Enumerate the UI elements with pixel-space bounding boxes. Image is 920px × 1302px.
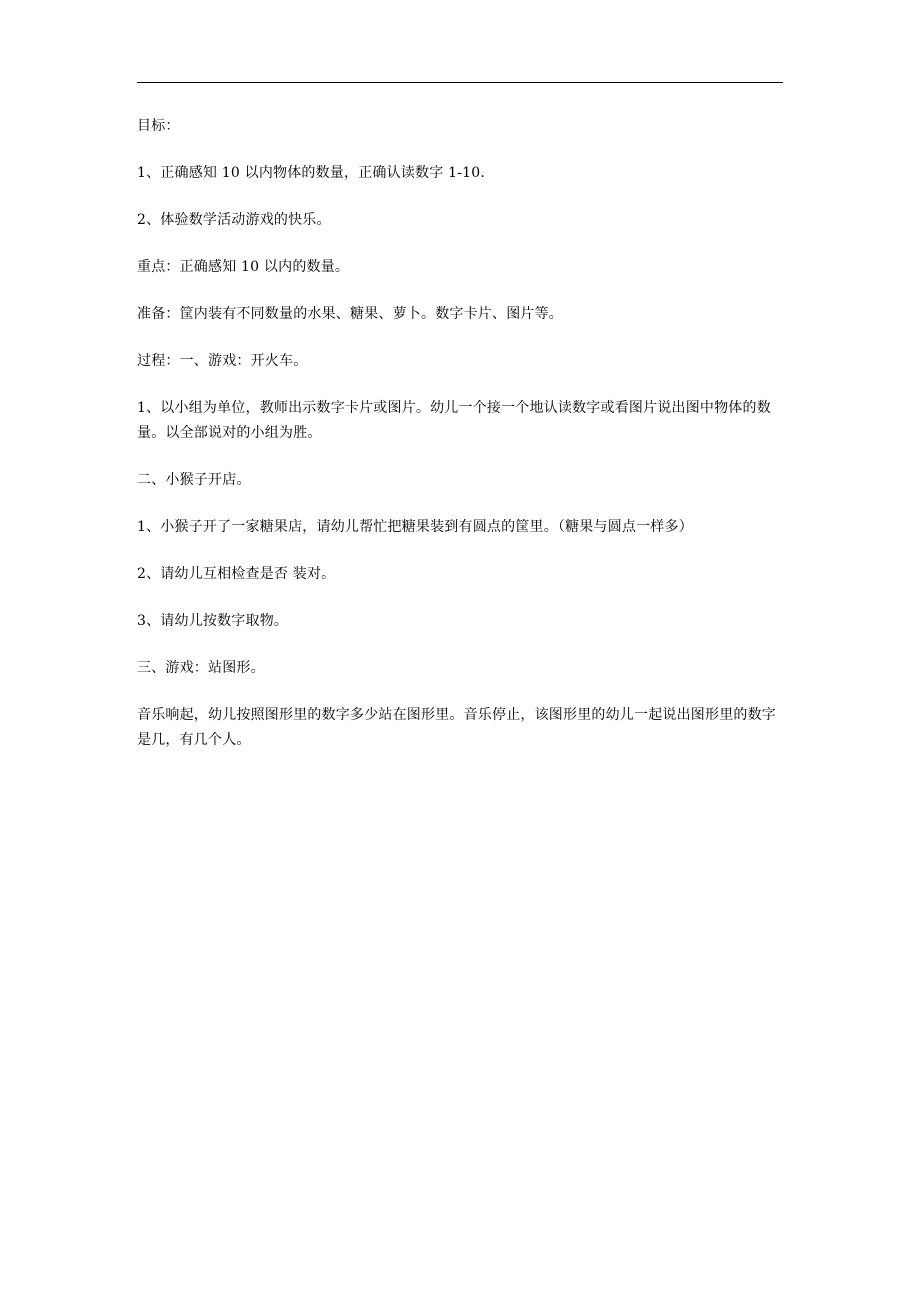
process-step-3-title: 三、游戏：站图形。 — [137, 660, 265, 676]
document-body — [137, 114, 783, 775]
process-step-2-item-3: 3、请幼儿按数字取物。 — [137, 613, 289, 629]
preparation: 准备：筐内装有不同数量的水果、糖果、萝卜。数字卡片、图片等。 — [137, 306, 563, 322]
key-point: 重点：正确感知 10 以内的数量。 — [137, 259, 350, 275]
process-step-2-item-2: 2、请幼儿互相检查是否 装对。 — [137, 566, 336, 582]
process-step-1-title: 过程：一、游戏：开火车。 — [137, 353, 308, 369]
section-label-goals: 目标： — [137, 118, 180, 134]
process-step-1-item-1: 1、以小组为单位，教师出示数字卡片或图片。幼儿一个接一个地认读数字或看图片说出图中物体的数量。以全部说对的小组为胜。 — [137, 400, 771, 441]
header-rule — [137, 82, 783, 83]
process-step-3-item-1: 音乐响起，幼儿按照图形里的数字多少站在图形里。音乐停止，该图形里的幼儿一起说出图形里的数字是几，有几个人。 — [137, 707, 776, 748]
goal-item-1: 1、正确感知 10 以内物体的数量，正确认读数字 1-10. — [137, 165, 485, 181]
goal-item-2: 2、体验数学活动游戏的快乐。 — [137, 212, 331, 228]
process-step-2-title: 二、小猴子开店。 — [137, 472, 251, 488]
process-step-2-item-1: 1、小猴子开了一家糖果店，请幼儿帮忙把糖果装到有圆点的筐里。（糖果与圆点一样多） — [137, 519, 693, 535]
